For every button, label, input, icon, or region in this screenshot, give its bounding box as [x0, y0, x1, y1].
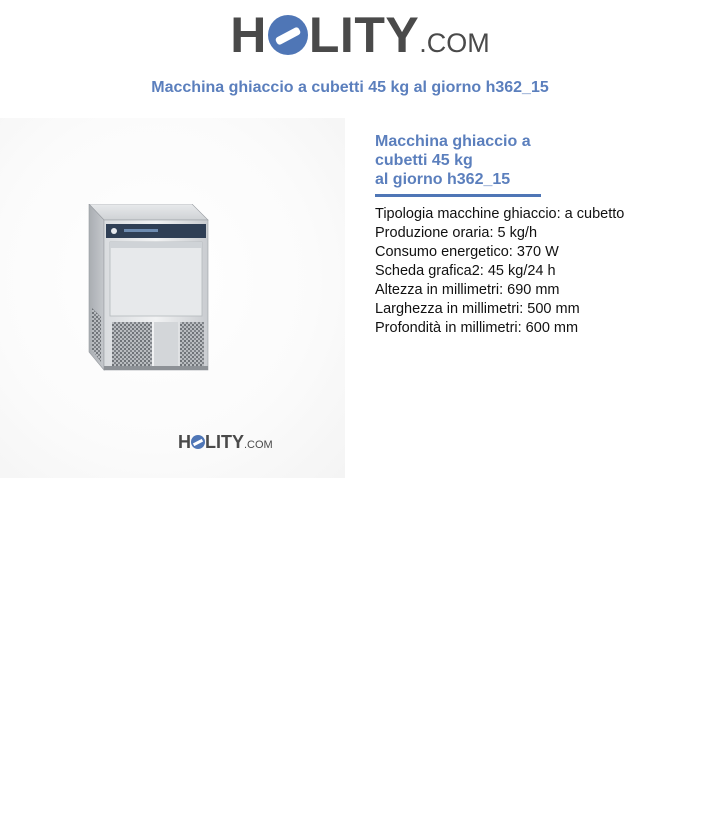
- watermark-text-lity: LITY: [205, 432, 244, 452]
- logo-text-h: H: [230, 7, 267, 63]
- logo-text-lity: LITY: [308, 7, 420, 63]
- spec-item: Tipologia macchine ghiaccio: a cubetto: [375, 206, 625, 222]
- heading-divider: [375, 194, 541, 197]
- watermark-o-icon: [191, 435, 205, 449]
- page-title: Macchina ghiaccio a cubetti 45 kg al giorno h362_15: [151, 79, 549, 96]
- spec-item: Larghezza in millimetri: 500 mm: [375, 301, 580, 317]
- product-heading-line: Macchina ghiaccio a: [375, 133, 531, 150]
- spec-item: Consumo energetico: 370 W: [375, 244, 559, 260]
- product-image: [0, 118, 345, 478]
- spec-item: Altezza in millimetri: 690 mm: [375, 282, 560, 298]
- spec-item: Produzione oraria: 5 kg/h: [375, 225, 538, 241]
- watermark-text-h: H: [178, 432, 191, 452]
- product-heading: [375, 132, 575, 189]
- spec-item: Scheda grafica2: 45 kg/24 h: [375, 263, 556, 279]
- logo-tld: .COM: [419, 28, 490, 58]
- spec-item: Profondità in millimetri: 600 mm: [375, 320, 579, 336]
- watermark-tld: .COM: [244, 439, 273, 451]
- ice-machine-illustration: [84, 204, 214, 374]
- spec-list: [375, 205, 624, 338]
- watermark-logo: [178, 433, 273, 452]
- product-heading-line: cubetti 45 kg: [375, 152, 473, 169]
- logo-o-icon: [268, 15, 308, 55]
- product-heading-line: al giorno h362_15: [375, 171, 511, 188]
- holity-logo[interactable]: [0, 7, 720, 63]
